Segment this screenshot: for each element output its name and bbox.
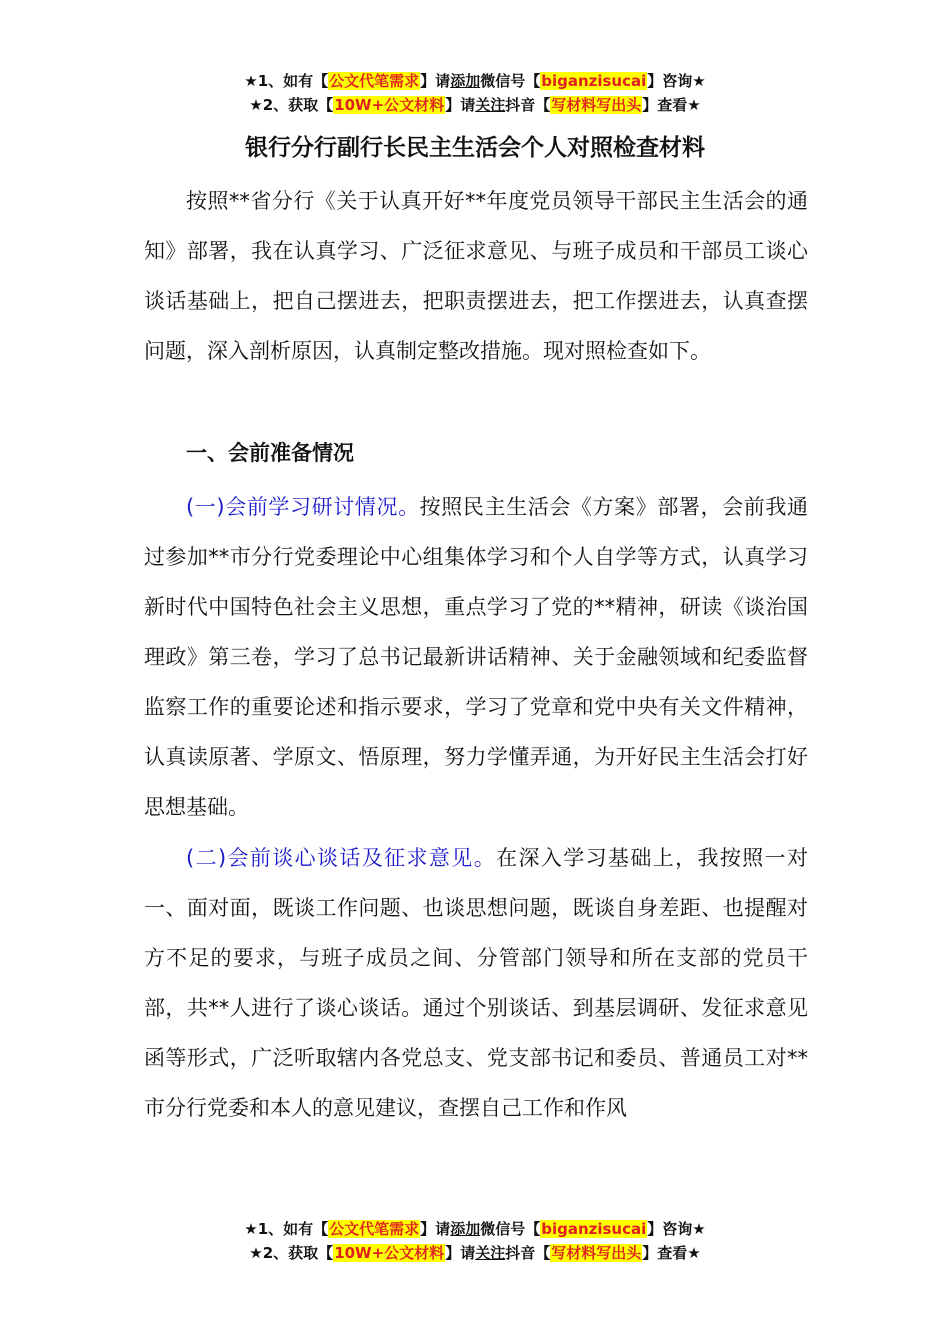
- banner-underlined-text: 添加: [450, 72, 481, 90]
- highlight-wechat-id: biganzisucai: [541, 1220, 647, 1238]
- banner-line-2: [0, 1241, 950, 1265]
- banner-text: 】请: [420, 72, 451, 90]
- banner-text: 】查看★: [642, 1244, 701, 1262]
- highlight-douyin-id: 写材料写出头: [551, 96, 642, 114]
- subsection-lead: (二)会前谈心谈话及征求意见。: [186, 846, 497, 870]
- banner-text: ★1、如有【: [244, 72, 329, 90]
- banner-underlined-text: 关注: [475, 1244, 506, 1262]
- highlight-wechat-id: biganzisucai: [541, 72, 647, 90]
- banner-text: 微信号【: [480, 1220, 541, 1238]
- banner-text: 】查看★: [642, 96, 701, 114]
- banner-text: 抖音【: [505, 96, 551, 114]
- highlight-service: 公文代笔需求: [329, 1220, 420, 1238]
- paragraph-text: 按照民主生活会《方案》部署，会前我通过参加**市分行党委理论中心组集体学习和个人自学等方式，认真学习新时代中国特色社会主义思想，重点学习了党的**精神，研读《谈治国理政》第三卷，学习了总书记最新讲话精神、关于金融领域和纪委监督监察工作的重要论述和指示要求，学习了党章和党中央有关文件精神，认真读原著、学原文、悟原理，努力学懂弄通，为开好民主生活会打好思想基础。: [144, 495, 808, 819]
- intro-paragraph: 按照**省分行《关于认真开好**年度党员领导干部民主生活会的通知》部署，我在认真学习、广泛征求意见、与班子成员和干部员工谈心谈话基础上，把自己摆进去，把职责摆进去，把工作摆进去，认真查摆问题，深入剖析原因，认真制定整改措施。现对照检查如下。: [144, 189, 808, 363]
- banner-text: ★2、获取【: [249, 96, 334, 114]
- highlight-materials: 10W+公文材料: [334, 1244, 445, 1262]
- talk-paragraph: [144, 833, 808, 1133]
- document-title: 银行分行副行长民主生活会个人对照检查材料: [245, 135, 705, 161]
- section-heading: 一、会前准备情况: [186, 441, 354, 465]
- banner-line-1: [0, 1217, 950, 1241]
- banner-line-1: [0, 69, 950, 93]
- banner-text: 微信号【: [480, 72, 541, 90]
- banner-line-2: [0, 93, 950, 117]
- banner-text: 】请: [445, 96, 476, 114]
- footer-banner: [0, 1217, 950, 1265]
- header-banner: [0, 69, 950, 117]
- banner-text: 】咨询★: [647, 72, 706, 90]
- banner-text: ★2、获取【: [249, 1244, 334, 1262]
- highlight-service: 公文代笔需求: [329, 72, 420, 90]
- banner-text: ★1、如有【: [244, 1220, 329, 1238]
- banner-text: 】咨询★: [647, 1220, 706, 1238]
- highlight-douyin-id: 写材料写出头: [551, 1244, 642, 1262]
- subsection-lead: (一)会前学习研讨情况。: [186, 495, 420, 519]
- highlight-materials: 10W+公文材料: [334, 96, 445, 114]
- banner-underlined-text: 关注: [475, 96, 506, 114]
- banner-text: 】请: [420, 1220, 451, 1238]
- paragraph-text: 在深入学习基础上，我按照一对一、面对面，既谈工作问题、也谈思想问题，既谈自身差距、也提醒对方不足的要求，与班子成员之间、分管部门领导和所在支部的党员干部，共**人进行了谈心谈话。通过个别谈话、到基层调研、发征求意见函等形式，广泛听取辖内各党总支、党支部书记和委员、普通员工对**市分行党委和本人的意见建议，查摆自己工作和作风: [144, 846, 809, 1120]
- banner-underlined-text: 添加: [450, 1220, 481, 1238]
- banner-text: 】请: [445, 1244, 476, 1262]
- banner-text: 抖音【: [505, 1244, 551, 1262]
- study-paragraph: [144, 482, 808, 832]
